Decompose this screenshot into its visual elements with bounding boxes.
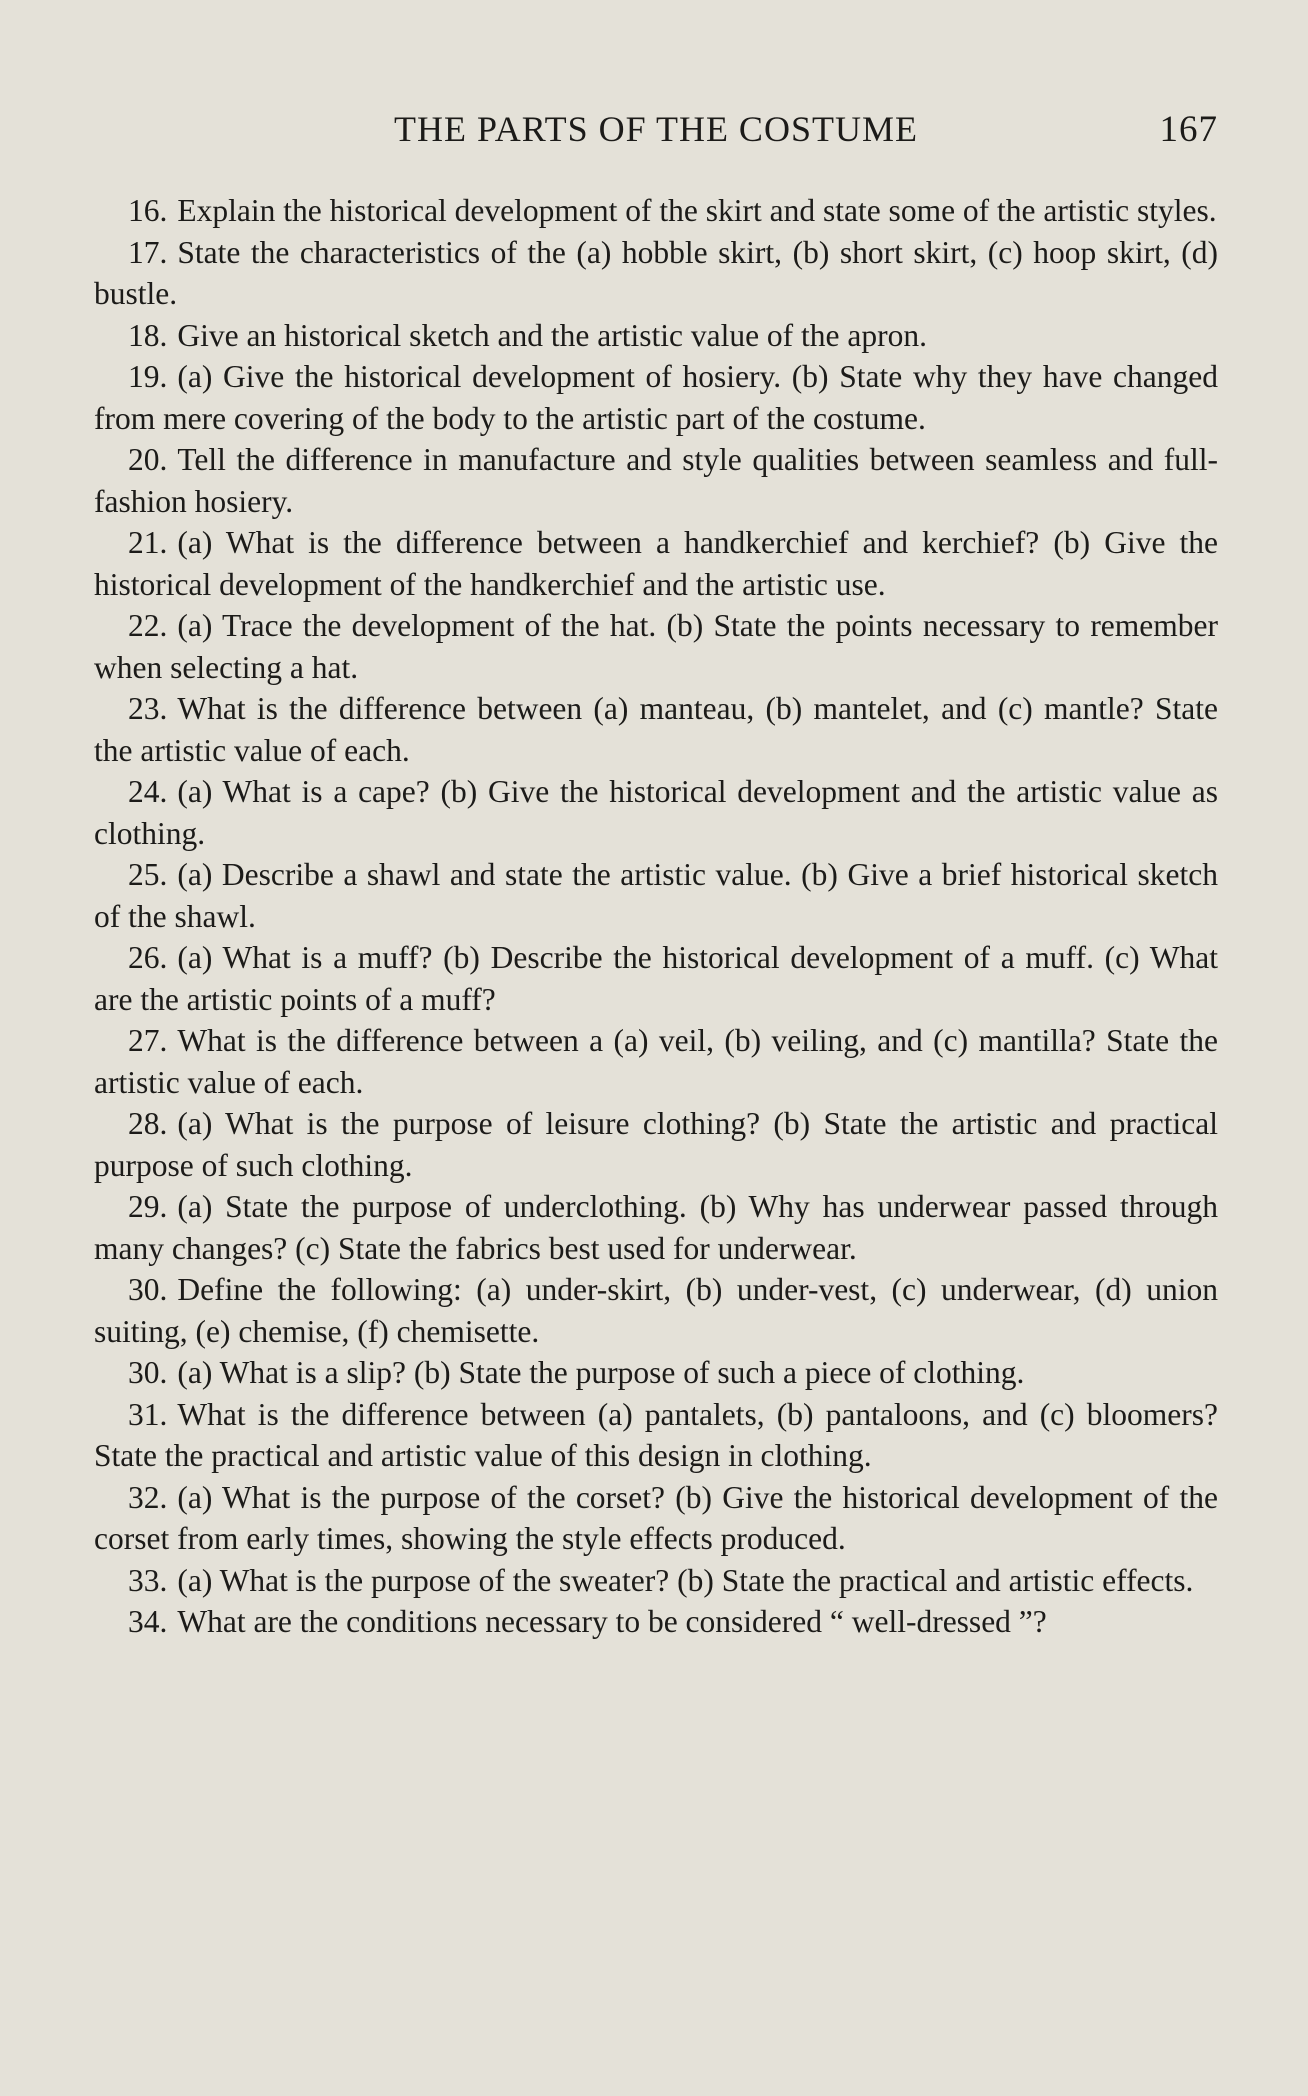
question-number: 20.	[128, 442, 168, 477]
question-number: 22.	[128, 608, 168, 643]
question-item	[94, 1394, 1218, 1477]
question-item	[94, 439, 1218, 522]
question-text: (a) What is a muff? (b) Describe the historical development of a muff. (c) What are the artistic points of a muff?	[94, 940, 1218, 1017]
question-text: Explain the historical development of the skirt and state some of the artistic styles.	[177, 193, 1217, 228]
question-number: 28.	[128, 1106, 168, 1141]
question-text: (a) What is a slip? (b) State the purpose of such a piece of clothing.	[177, 1355, 1025, 1390]
question-item	[94, 1601, 1218, 1643]
question-item	[94, 1269, 1218, 1352]
question-item	[94, 522, 1218, 605]
question-item	[94, 190, 1218, 232]
question-item	[94, 232, 1218, 315]
question-text: (a) What is the purpose of the corset? (b) Give the historical development of the corset from early times, showing the style effects produced.	[94, 1479, 1218, 1556]
question-text: (a) What is the purpose of leisure clothing? (b) State the artistic and practical purpose of such clothing.	[94, 1106, 1218, 1183]
question-number: 18.	[128, 317, 168, 353]
question-text: Define the following: (a) under-skirt, (b) under-vest, (c) underwear, (d) union suiting, (e) chemise, (f) chemisette.	[94, 1272, 1218, 1349]
question-text: State the characteristics of the (a) hobble skirt, (b) short skirt, (c) hoop skirt, (d) bustle.	[94, 234, 1218, 311]
question-text: (a) Trace the development of the hat. (b) State the points necessary to remember when selecting a hat.	[94, 608, 1218, 685]
question-item	[94, 1477, 1218, 1560]
question-item	[94, 315, 1218, 357]
question-item	[94, 1020, 1218, 1103]
question-number: 33.	[128, 1562, 168, 1598]
question-text: (a) Describe a shawl and state the artistic value. (b) Give a brief historical sketch of the shawl.	[94, 857, 1218, 934]
question-text: (a) What is the purpose of the sweater? (b) State the practical and artistic effects.	[177, 1562, 1194, 1598]
question-number: 30.	[128, 1355, 168, 1390]
question-item	[94, 854, 1218, 937]
question-number: 27.	[128, 1023, 168, 1058]
question-number: 25.	[128, 857, 168, 892]
question-number: 16.	[128, 193, 168, 228]
question-item	[94, 1186, 1218, 1269]
question-list	[94, 190, 1218, 1643]
question-text: (a) Give the historical development of hosiery. (b) State why they have changed from mere covering of the body to the artistic part of the costume.	[94, 359, 1218, 436]
question-item	[94, 688, 1218, 771]
question-number: 23.	[128, 691, 168, 726]
question-item	[94, 1560, 1218, 1602]
question-text: What are the conditions necessary to be considered “ well-dressed ”?	[177, 1604, 1047, 1639]
question-text: (a) State the purpose of underclothing. (b) Why has underwear passed through many changes? (c) State the fabrics best used for underwear.	[94, 1189, 1218, 1266]
question-number: 24.	[128, 774, 168, 809]
question-number: 34.	[128, 1604, 168, 1639]
question-item	[94, 605, 1218, 688]
question-number: 30.	[128, 1272, 168, 1307]
question-item	[94, 1352, 1218, 1394]
question-item	[94, 1103, 1218, 1186]
question-number: 17.	[128, 234, 168, 270]
question-text: What is the difference between a (a) veil, (b) veiling, and (c) mantilla? State the artistic value of each.	[94, 1023, 1218, 1100]
page-number: 167	[1159, 109, 1218, 150]
question-number: 26.	[128, 940, 168, 975]
question-text: What is the difference between (a) manteau, (b) mantelet, and (c) mantle? State the artistic value of each.	[94, 691, 1218, 768]
question-text: What is the difference between (a) pantalets, (b) pantaloons, and (c) bloomers? State the practical and artistic value of this design in clothing.	[94, 1396, 1218, 1473]
question-number: 31.	[128, 1396, 168, 1432]
question-item	[94, 771, 1218, 854]
question-text: (a) What is a cape? (b) Give the historical development and the artistic value as clothing.	[94, 774, 1218, 851]
question-item	[94, 937, 1218, 1020]
question-number: 21.	[128, 525, 168, 560]
question-number: 29.	[128, 1189, 168, 1224]
question-text: (a) What is the difference between a handkerchief and kerchief? (b) Give the historical development of the handkerchief and the artistic use.	[94, 525, 1218, 602]
question-text: Tell the difference in manufacture and style qualities between seamless and full-fashion hosiery.	[94, 442, 1218, 519]
running-header	[94, 108, 1218, 168]
question-number: 19.	[128, 359, 168, 394]
question-item	[94, 356, 1218, 439]
question-text: Give an historical sketch and the artistic value of the apron.	[177, 317, 927, 353]
question-number: 32.	[128, 1479, 168, 1515]
running-title: THE PARTS OF THE COSTUME	[394, 109, 918, 149]
